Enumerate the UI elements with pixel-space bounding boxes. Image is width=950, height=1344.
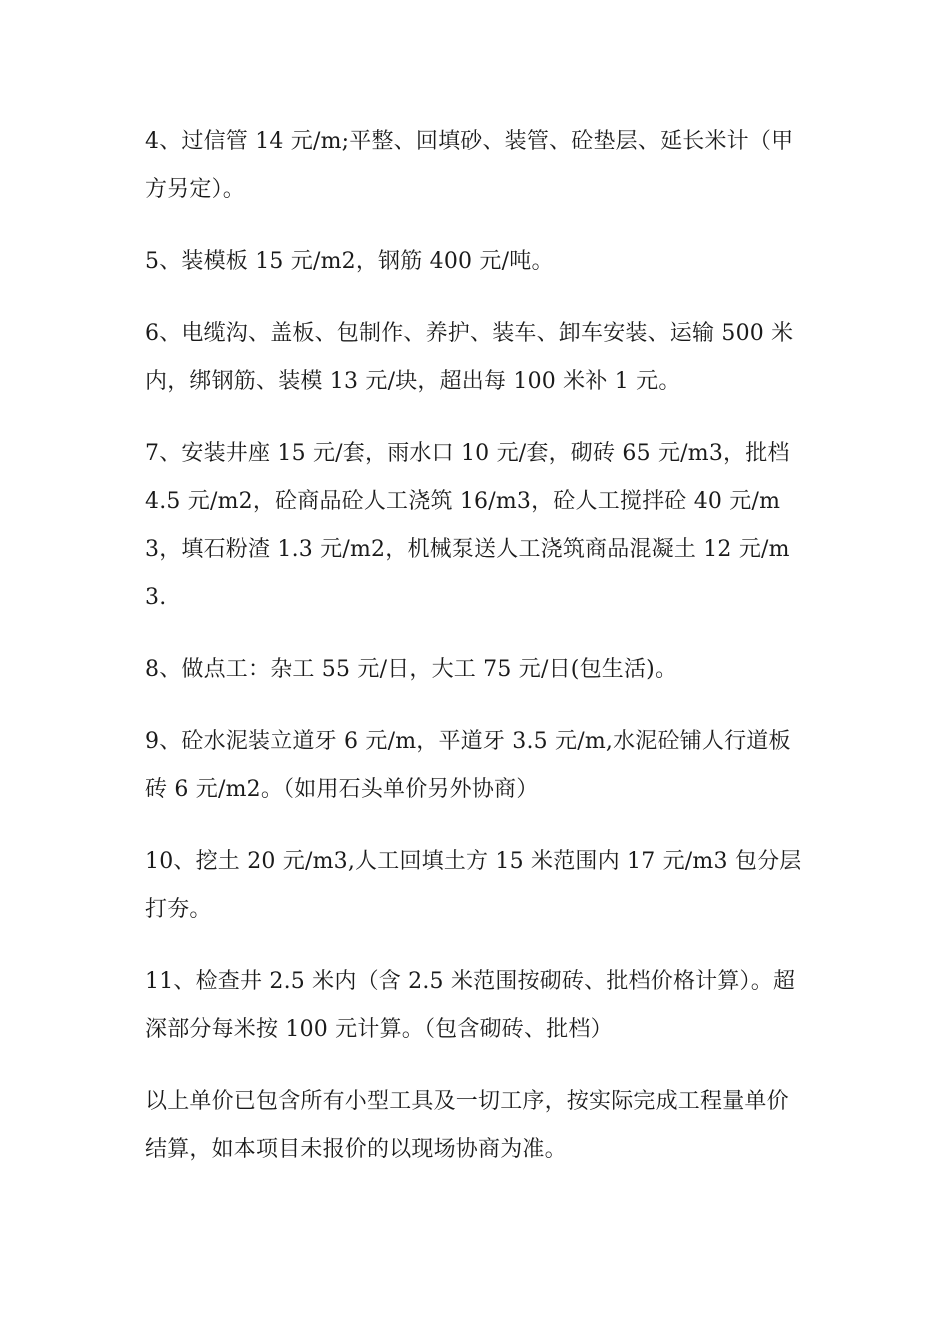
price-item-8: 8、做点工：杂工 55 元/日，大工 75 元/日(包生活)。 <box>145 657 678 682</box>
closing-note: 以上单价已包含所有小型工具及一切工序，按实际完成工程量单价结算，如本项目未报价的以现场协商为准。 <box>145 1089 789 1162</box>
price-item-7: 7、安装井座 15 元/套，雨水口 10 元/套，砌砖 65 元/m3，批档 4.5 元/m2，砼商品砼人工浇筑 16/m3，砼人工搅拌砼 40 元/m3，填石粉渣 1.3 元/m2，机械泵送人工浇筑商品混凝土 12 元/m3. <box>145 441 790 610</box>
price-item-11: 11、检查井 2.5 米内（含 2.5 米范围按砌砖、批档价格计算）。超深部分每米按 100 元计算。（包含砌砖、批档） <box>145 969 796 1042</box>
price-item-6: 6、电缆沟、盖板、包制作、养护、装车、卸车安装、运输 500 米内，绑钢筋、装模 13 元/块，超出每 100 米补 1 元。 <box>145 321 794 394</box>
price-item-5: 5、装模板 15 元/m2，钢筋 400 元/吨。 <box>145 249 554 274</box>
price-item-4: 4、过信管 14 元/m;平整、回填砂、装管、砼垫层、延长米计（甲方另定）。 <box>145 129 794 202</box>
price-item-9: 9、砼水泥装立道牙 6 元/m，平道牙 3.5 元/m,水泥砼铺人行道板砖 6 元/m2。（如用石头单价另外协商） <box>145 729 791 802</box>
document-body <box>145 118 810 1198</box>
price-item-10: 10、挖土 20 元/m3,人工回填土方 15 米范围内 17 元/m3 包分层打夯。 <box>145 849 802 922</box>
